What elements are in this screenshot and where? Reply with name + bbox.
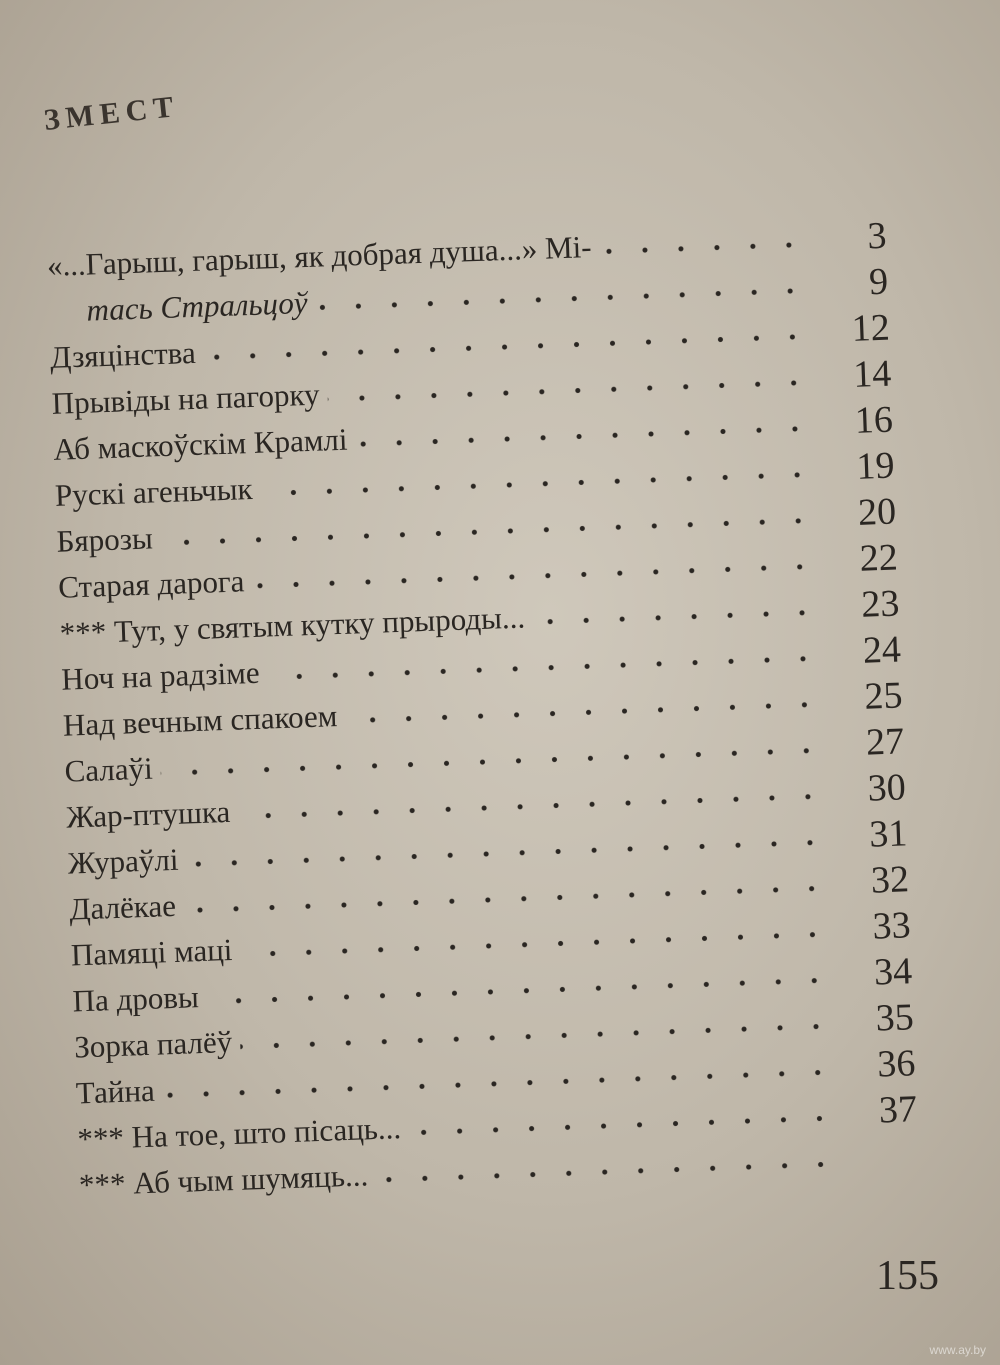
toc-entry-title: тась Стральцоў xyxy=(85,284,309,328)
toc-entry-page: 31 xyxy=(868,812,909,856)
toc-entry-page: 34 xyxy=(873,950,913,994)
toc-entry-page: 12 xyxy=(850,306,891,350)
toc-entry-page: 27 xyxy=(865,720,905,764)
toc-entry-title: Далёкае xyxy=(68,887,177,927)
toc-entry-title: Дзяцінства xyxy=(49,334,197,375)
contents-heading: ЗМЕСТ xyxy=(42,89,181,137)
toc-entry-page: 35 xyxy=(875,996,915,1040)
toc-entry-title: Рускі агеньчык xyxy=(54,470,254,513)
toc-entry-title: Па дровы xyxy=(72,979,200,1019)
toc-entry-page: 36 xyxy=(876,1042,917,1086)
toc-entry-page: 19 xyxy=(855,444,896,488)
toc-entry-title: Тайна xyxy=(75,1072,156,1111)
dot-leader xyxy=(599,239,806,256)
toc-entry-title: Старая дарога xyxy=(57,563,245,605)
toc-entry-page: 9 xyxy=(868,260,889,304)
toc-entry-page: 22 xyxy=(858,536,899,580)
toc-entry-title: Над вечным спакоем xyxy=(62,698,338,743)
toc-entry-page: 37 xyxy=(878,1088,918,1132)
toc-entry-title: Прывіды на пагорку xyxy=(51,376,321,421)
toc-entry-title: Салаўі xyxy=(64,750,154,789)
dot-leader xyxy=(533,607,820,627)
toc-entry-title: «...Гарыш, гарыш, як добрая душа...» Мі- xyxy=(46,228,593,283)
dot-leader xyxy=(376,1159,839,1185)
toc-entry-page: 14 xyxy=(852,352,892,396)
toc-entry-page: 32 xyxy=(870,858,910,902)
toc-entry-page: 24 xyxy=(862,628,902,672)
toc-entry-title: Зорка палёў xyxy=(73,1024,233,1065)
toc-entry-page: 16 xyxy=(854,398,894,442)
toc-entry-page xyxy=(839,1174,919,1177)
toc-entry-title: Жар-птушка xyxy=(65,793,231,835)
table-of-contents xyxy=(46,209,919,1204)
toc-entry-title: *** Тут, у святым кутку прыроды... xyxy=(59,599,526,651)
toc-entry-page: 20 xyxy=(857,490,897,534)
toc-entry-page: 3 xyxy=(866,214,888,258)
toc-entry-page: 30 xyxy=(866,766,907,810)
toc-entry-title: Памяці маці xyxy=(70,931,233,973)
toc-entry-title: Ноч на радзіме xyxy=(60,654,261,697)
toc-entry-page: 33 xyxy=(871,904,912,948)
toc-entry-page: 25 xyxy=(863,674,904,718)
page-number: 155 xyxy=(876,1253,939,1299)
watermark: www.ay.by xyxy=(929,1343,986,1357)
toc-entry-title: *** Аб чым шумяць... xyxy=(78,1157,369,1203)
toc-entry-title: Бярозы xyxy=(55,520,154,559)
toc-entry-page: 23 xyxy=(860,582,901,626)
toc-entry-title: Аб маскоўскім Крамлі xyxy=(52,421,349,467)
toc-entry-title: Жураўлі xyxy=(67,841,179,881)
toc-entry-title: *** На тое, што пісаць... xyxy=(76,1110,402,1157)
